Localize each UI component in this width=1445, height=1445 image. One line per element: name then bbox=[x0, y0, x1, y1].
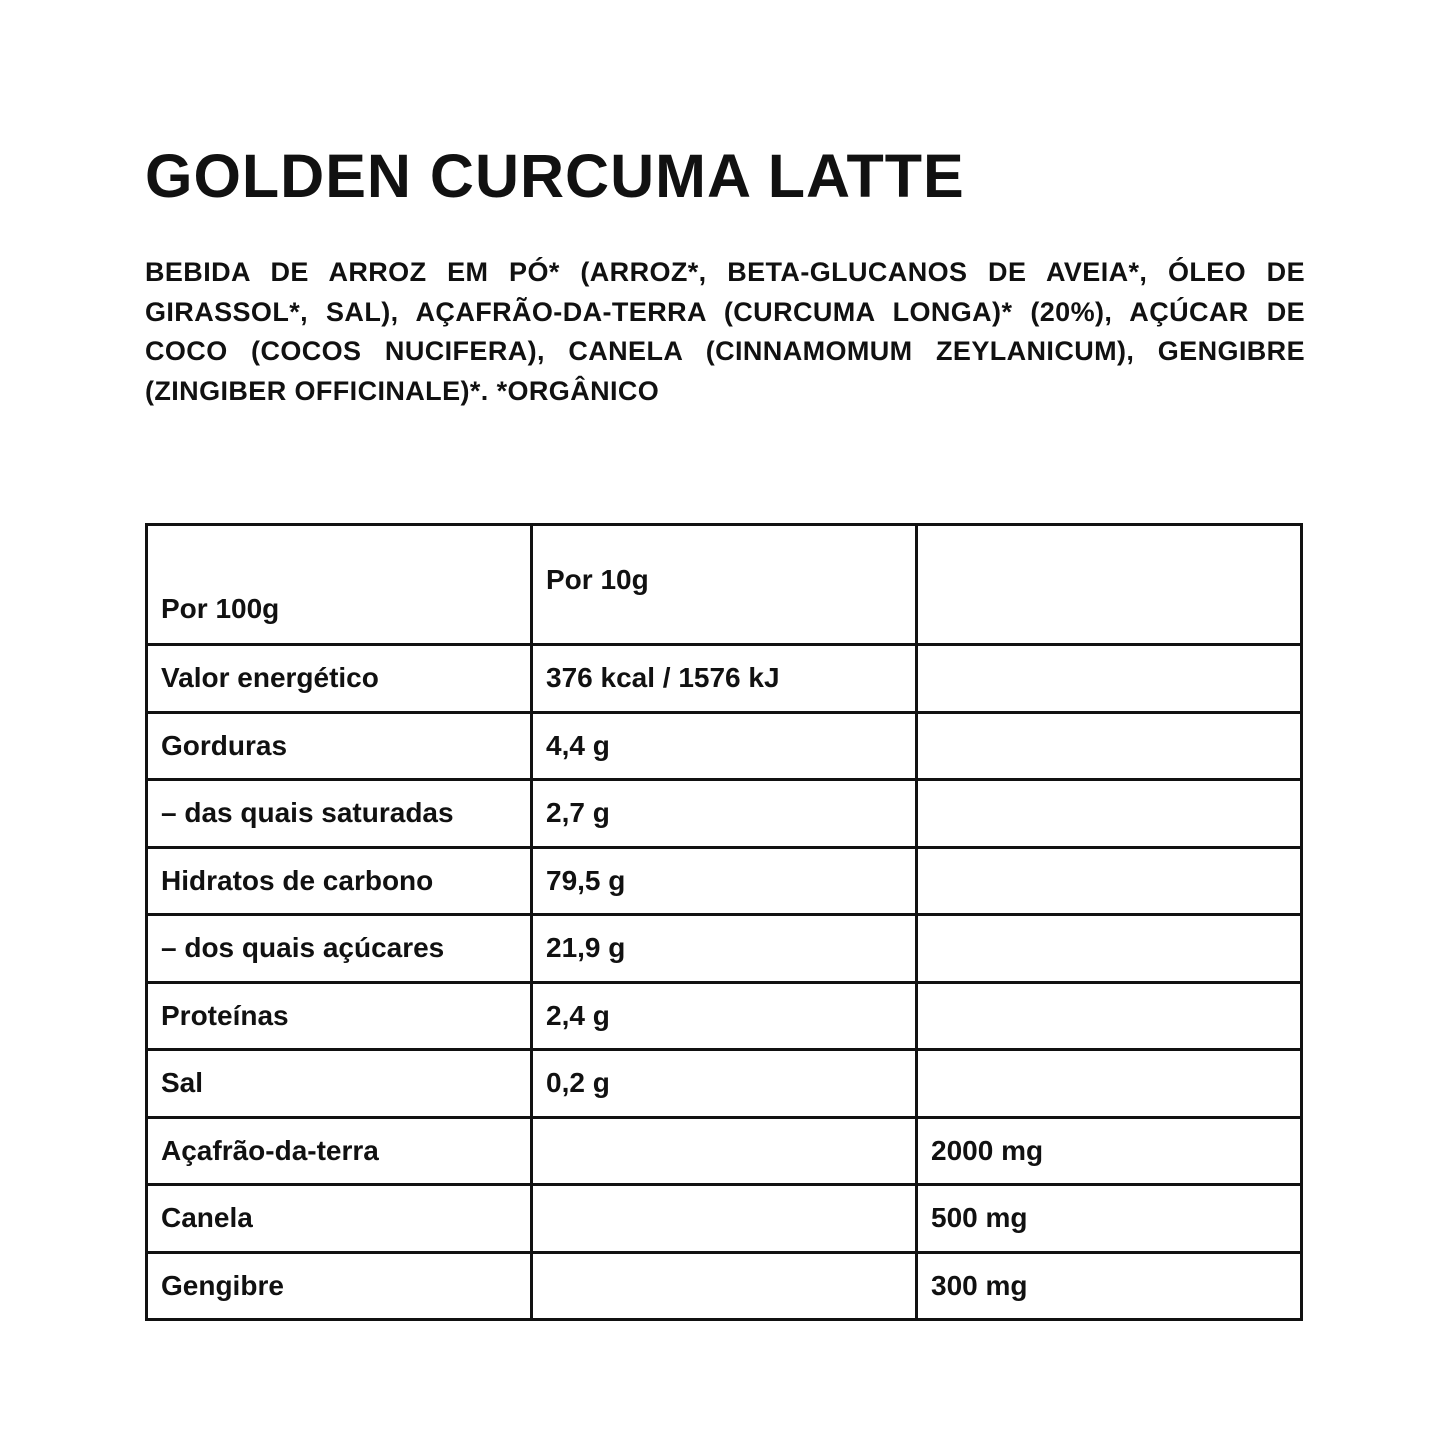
table-row-valor-energetico bbox=[147, 645, 1302, 713]
dose-mg-value-cell bbox=[917, 982, 1302, 1050]
nutrient-label-cell: – dos quais açúcares bbox=[147, 915, 532, 983]
per-10g-value-cell: 4,4 g bbox=[532, 712, 917, 780]
table-row-sal bbox=[147, 1050, 1302, 1118]
per-10g-value-cell: 376 kcal / 1576 kJ bbox=[532, 645, 917, 713]
table-header-row bbox=[147, 525, 1302, 645]
table-row-gorduras bbox=[147, 712, 1302, 780]
product-title: GOLDEN CURCUMA LATTE bbox=[145, 142, 965, 210]
nutrient-label-cell: Valor energético bbox=[147, 645, 532, 713]
table-row-hidratos bbox=[147, 847, 1302, 915]
table-row-acucares bbox=[147, 915, 1302, 983]
dose-mg-value-cell bbox=[917, 915, 1302, 983]
dose-mg-value-cell: 500 mg bbox=[917, 1185, 1302, 1253]
dose-mg-value-cell bbox=[917, 847, 1302, 915]
per-10g-value-cell: 21,9 g bbox=[532, 915, 917, 983]
dose-mg-value-cell bbox=[917, 645, 1302, 713]
per-10g-value-cell: 2,4 g bbox=[532, 982, 917, 1050]
ingredients-text: BEBIDA DE ARROZ EM PÓ* (ARROZ*, BETA-GLUCANOS DE AVEIA*, ÓLEO DE GIRASSOL*, SAL), AÇAFRÃO-DA-TERRA (CURCUMA LONGA)* (20%), AÇÚCAR DE COCO (COCOS NUCIFERA), CANELA (CINNAMOMUM ZEYLANICUM), GENGIBRE (ZINGIBER OFFICINALE)*. *ORGÂNICO bbox=[145, 257, 1305, 406]
per-10g-value-cell: 0,2 g bbox=[532, 1050, 917, 1118]
per-10g-value-cell: 79,5 g bbox=[532, 847, 917, 915]
dose-mg-value-cell: 300 mg bbox=[917, 1252, 1302, 1320]
nutrient-label-cell: Gorduras bbox=[147, 712, 532, 780]
per-10g-value-cell: 2,7 g bbox=[532, 780, 917, 848]
per-10g-value-cell bbox=[532, 1117, 917, 1185]
per-10g-value-cell bbox=[532, 1185, 917, 1253]
header-per-10g: Por 10g bbox=[532, 525, 917, 645]
header-per-100g: Por 100g bbox=[147, 525, 532, 645]
nutrient-label-cell: Gengibre bbox=[147, 1252, 532, 1320]
header-empty bbox=[917, 525, 1302, 645]
dose-mg-value-cell: 2000 mg bbox=[917, 1117, 1302, 1185]
nutrient-label-cell: Proteínas bbox=[147, 982, 532, 1050]
nutrient-label-cell: Sal bbox=[147, 1050, 532, 1118]
table-row-saturadas bbox=[147, 780, 1302, 848]
nutrient-label-cell: Hidratos de carbono bbox=[147, 847, 532, 915]
dose-mg-value-cell bbox=[917, 712, 1302, 780]
table-row-gengibre bbox=[147, 1252, 1302, 1320]
per-10g-value-cell bbox=[532, 1252, 917, 1320]
table-row-proteinas bbox=[147, 982, 1302, 1050]
nutrient-label-cell: Açafrão-da-terra bbox=[147, 1117, 532, 1185]
dose-mg-value-cell bbox=[917, 780, 1302, 848]
table-row-canela bbox=[147, 1185, 1302, 1253]
nutrient-label-cell: Canela bbox=[147, 1185, 532, 1253]
dose-mg-value-cell bbox=[917, 1050, 1302, 1118]
nutrient-label-cell: – das quais saturadas bbox=[147, 780, 532, 848]
table-row-acafrao bbox=[147, 1117, 1302, 1185]
nutrition-table bbox=[145, 523, 1303, 1321]
